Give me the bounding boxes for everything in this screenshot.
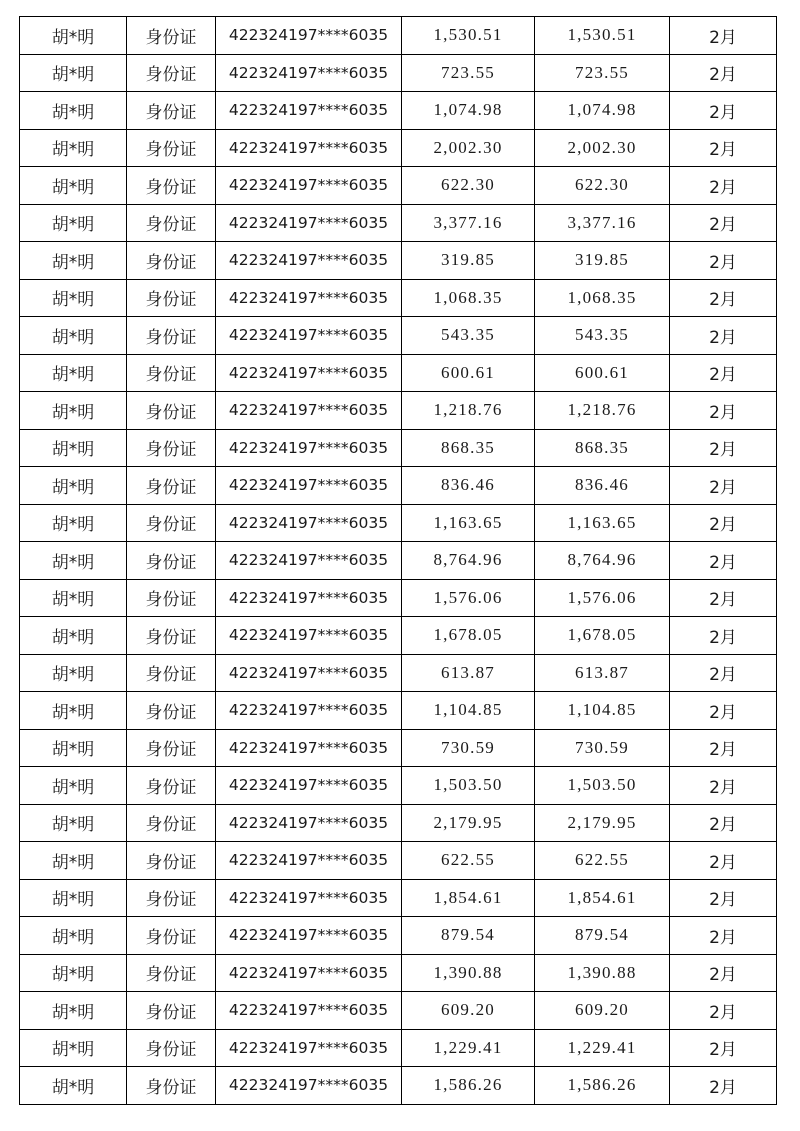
month-cell: 2月 [670,354,777,392]
amount-cell: 1,586.26 [402,1067,535,1105]
id-number-cell: 422324197****6035 [216,1029,402,1067]
amount-paid-cell: 836.46 [535,467,670,505]
table-row [20,654,777,692]
table-row [20,729,777,767]
name-cell: 胡*明 [20,279,127,317]
amount-paid-cell: 2,179.95 [535,804,670,842]
name-cell: 胡*明 [20,617,127,655]
id-type-cell: 身份证 [127,804,216,842]
month-cell: 2月 [670,542,777,580]
id-type-cell: 身份证 [127,317,216,355]
id-number-cell: 422324197****6035 [216,279,402,317]
id-number-cell: 422324197****6035 [216,429,402,467]
month-cell: 2月 [670,954,777,992]
name-cell: 胡*明 [20,242,127,280]
name-cell: 胡*明 [20,954,127,992]
id-number-cell: 422324197****6035 [216,354,402,392]
table-row [20,1029,777,1067]
id-number-cell: 422324197****6035 [216,467,402,505]
amount-cell: 622.30 [402,167,535,205]
month-cell: 2月 [670,204,777,242]
id-type-cell: 身份证 [127,1029,216,1067]
amount-paid-cell: 543.35 [535,317,670,355]
table-row [20,542,777,580]
id-number-cell: 422324197****6035 [216,542,402,580]
name-cell: 胡*明 [20,429,127,467]
name-cell: 胡*明 [20,392,127,430]
payment-table-body [20,17,777,1105]
name-cell: 胡*明 [20,992,127,1030]
id-type-cell: 身份证 [127,842,216,880]
name-cell: 胡*明 [20,1067,127,1105]
amount-paid-cell: 1,229.41 [535,1029,670,1067]
id-type-cell: 身份证 [127,879,216,917]
name-cell: 胡*明 [20,692,127,730]
amount-paid-cell: 1,576.06 [535,579,670,617]
month-cell: 2月 [670,617,777,655]
amount-paid-cell: 319.85 [535,242,670,280]
amount-cell: 836.46 [402,467,535,505]
id-type-cell: 身份证 [127,129,216,167]
name-cell: 胡*明 [20,317,127,355]
amount-cell: 2,179.95 [402,804,535,842]
id-type-cell: 身份证 [127,767,216,805]
amount-cell: 1,218.76 [402,392,535,430]
name-cell: 胡*明 [20,129,127,167]
amount-paid-cell: 1,390.88 [535,954,670,992]
month-cell: 2月 [670,504,777,542]
month-cell: 2月 [670,17,777,55]
amount-cell: 8,764.96 [402,542,535,580]
id-number-cell: 422324197****6035 [216,954,402,992]
name-cell: 胡*明 [20,767,127,805]
id-type-cell: 身份证 [127,279,216,317]
table-row [20,167,777,205]
amount-paid-cell: 1,163.65 [535,504,670,542]
table-row [20,129,777,167]
amount-cell: 609.20 [402,992,535,1030]
amount-paid-cell: 622.30 [535,167,670,205]
name-cell: 胡*明 [20,842,127,880]
id-number-cell: 422324197****6035 [216,317,402,355]
id-number-cell: 422324197****6035 [216,654,402,692]
amount-cell: 600.61 [402,354,535,392]
name-cell: 胡*明 [20,917,127,955]
table-row [20,429,777,467]
table-row [20,92,777,130]
table-row [20,1067,777,1105]
amount-paid-cell: 730.59 [535,729,670,767]
amount-paid-cell: 723.55 [535,54,670,92]
amount-paid-cell: 1,586.26 [535,1067,670,1105]
table-row [20,392,777,430]
table-row [20,617,777,655]
id-type-cell: 身份证 [127,467,216,505]
table-row [20,692,777,730]
amount-cell: 2,002.30 [402,129,535,167]
id-type-cell: 身份证 [127,17,216,55]
name-cell: 胡*明 [20,804,127,842]
table-row [20,917,777,955]
table-row [20,204,777,242]
amount-cell: 730.59 [402,729,535,767]
amount-paid-cell: 1,503.50 [535,767,670,805]
month-cell: 2月 [670,54,777,92]
id-number-cell: 422324197****6035 [216,617,402,655]
month-cell: 2月 [670,167,777,205]
amount-cell: 613.87 [402,654,535,692]
amount-paid-cell: 8,764.96 [535,542,670,580]
table-row [20,317,777,355]
id-type-cell: 身份证 [127,54,216,92]
amount-cell: 1,854.61 [402,879,535,917]
amount-paid-cell: 1,074.98 [535,92,670,130]
month-cell: 2月 [670,242,777,280]
name-cell: 胡*明 [20,879,127,917]
month-cell: 2月 [670,767,777,805]
amount-cell: 1,068.35 [402,279,535,317]
month-cell: 2月 [670,917,777,955]
name-cell: 胡*明 [20,354,127,392]
month-cell: 2月 [670,842,777,880]
month-cell: 2月 [670,654,777,692]
id-type-cell: 身份证 [127,242,216,280]
amount-cell: 1,576.06 [402,579,535,617]
amount-cell: 622.55 [402,842,535,880]
id-type-cell: 身份证 [127,579,216,617]
month-cell: 2月 [670,317,777,355]
amount-cell: 1,074.98 [402,92,535,130]
name-cell: 胡*明 [20,17,127,55]
month-cell: 2月 [670,879,777,917]
amount-cell: 1,104.85 [402,692,535,730]
id-number-cell: 422324197****6035 [216,392,402,430]
id-number-cell: 422324197****6035 [216,204,402,242]
amount-cell: 319.85 [402,242,535,280]
amount-paid-cell: 1,678.05 [535,617,670,655]
name-cell: 胡*明 [20,167,127,205]
table-row [20,17,777,55]
id-number-cell: 422324197****6035 [216,992,402,1030]
name-cell: 胡*明 [20,1029,127,1067]
amount-paid-cell: 868.35 [535,429,670,467]
month-cell: 2月 [670,804,777,842]
id-type-cell: 身份证 [127,692,216,730]
id-number-cell: 422324197****6035 [216,129,402,167]
id-type-cell: 身份证 [127,204,216,242]
amount-paid-cell: 622.55 [535,842,670,880]
id-number-cell: 422324197****6035 [216,767,402,805]
id-type-cell: 身份证 [127,354,216,392]
id-type-cell: 身份证 [127,504,216,542]
id-number-cell: 422324197****6035 [216,804,402,842]
name-cell: 胡*明 [20,504,127,542]
table-row [20,354,777,392]
amount-paid-cell: 1,218.76 [535,392,670,430]
table-row [20,467,777,505]
amount-paid-cell: 1,104.85 [535,692,670,730]
name-cell: 胡*明 [20,54,127,92]
amount-cell: 1,530.51 [402,17,535,55]
id-number-cell: 422324197****6035 [216,692,402,730]
month-cell: 2月 [670,579,777,617]
amount-cell: 1,503.50 [402,767,535,805]
id-type-cell: 身份证 [127,167,216,205]
amount-paid-cell: 600.61 [535,354,670,392]
month-cell: 2月 [670,1029,777,1067]
table-row [20,954,777,992]
amount-paid-cell: 1,530.51 [535,17,670,55]
amount-paid-cell: 613.87 [535,654,670,692]
month-cell: 2月 [670,429,777,467]
id-number-cell: 422324197****6035 [216,504,402,542]
amount-paid-cell: 609.20 [535,992,670,1030]
table-row [20,879,777,917]
month-cell: 2月 [670,992,777,1030]
table-row [20,579,777,617]
name-cell: 胡*明 [20,654,127,692]
amount-cell: 3,377.16 [402,204,535,242]
table-row [20,767,777,805]
id-type-cell: 身份证 [127,542,216,580]
id-number-cell: 422324197****6035 [216,579,402,617]
id-type-cell: 身份证 [127,429,216,467]
id-number-cell: 422324197****6035 [216,879,402,917]
table-row [20,242,777,280]
table-row [20,992,777,1030]
id-number-cell: 422324197****6035 [216,729,402,767]
id-type-cell: 身份证 [127,92,216,130]
id-type-cell: 身份证 [127,392,216,430]
name-cell: 胡*明 [20,579,127,617]
amount-paid-cell: 879.54 [535,917,670,955]
table-row [20,804,777,842]
name-cell: 胡*明 [20,467,127,505]
amount-cell: 879.54 [402,917,535,955]
amount-paid-cell: 2,002.30 [535,129,670,167]
id-number-cell: 422324197****6035 [216,917,402,955]
id-type-cell: 身份证 [127,654,216,692]
month-cell: 2月 [670,92,777,130]
amount-cell: 1,678.05 [402,617,535,655]
amount-cell: 1,390.88 [402,954,535,992]
name-cell: 胡*明 [20,729,127,767]
month-cell: 2月 [670,729,777,767]
id-number-cell: 422324197****6035 [216,167,402,205]
table-row [20,504,777,542]
id-type-cell: 身份证 [127,954,216,992]
month-cell: 2月 [670,467,777,505]
table-row [20,54,777,92]
month-cell: 2月 [670,129,777,167]
name-cell: 胡*明 [20,92,127,130]
month-cell: 2月 [670,279,777,317]
amount-cell: 1,163.65 [402,504,535,542]
month-cell: 2月 [670,1067,777,1105]
amount-cell: 1,229.41 [402,1029,535,1067]
id-type-cell: 身份证 [127,917,216,955]
id-number-cell: 422324197****6035 [216,242,402,280]
id-type-cell: 身份证 [127,992,216,1030]
id-type-cell: 身份证 [127,617,216,655]
name-cell: 胡*明 [20,542,127,580]
id-number-cell: 422324197****6035 [216,842,402,880]
amount-paid-cell: 3,377.16 [535,204,670,242]
amount-cell: 868.35 [402,429,535,467]
id-number-cell: 422324197****6035 [216,92,402,130]
id-type-cell: 身份证 [127,1067,216,1105]
id-number-cell: 422324197****6035 [216,17,402,55]
month-cell: 2月 [670,692,777,730]
amount-paid-cell: 1,854.61 [535,879,670,917]
id-number-cell: 422324197****6035 [216,1067,402,1105]
id-number-cell: 422324197****6035 [216,54,402,92]
amount-cell: 723.55 [402,54,535,92]
name-cell: 胡*明 [20,204,127,242]
amount-paid-cell: 1,068.35 [535,279,670,317]
table-row [20,842,777,880]
month-cell: 2月 [670,392,777,430]
table-row [20,279,777,317]
payment-table [19,16,777,1105]
amount-cell: 543.35 [402,317,535,355]
id-type-cell: 身份证 [127,729,216,767]
